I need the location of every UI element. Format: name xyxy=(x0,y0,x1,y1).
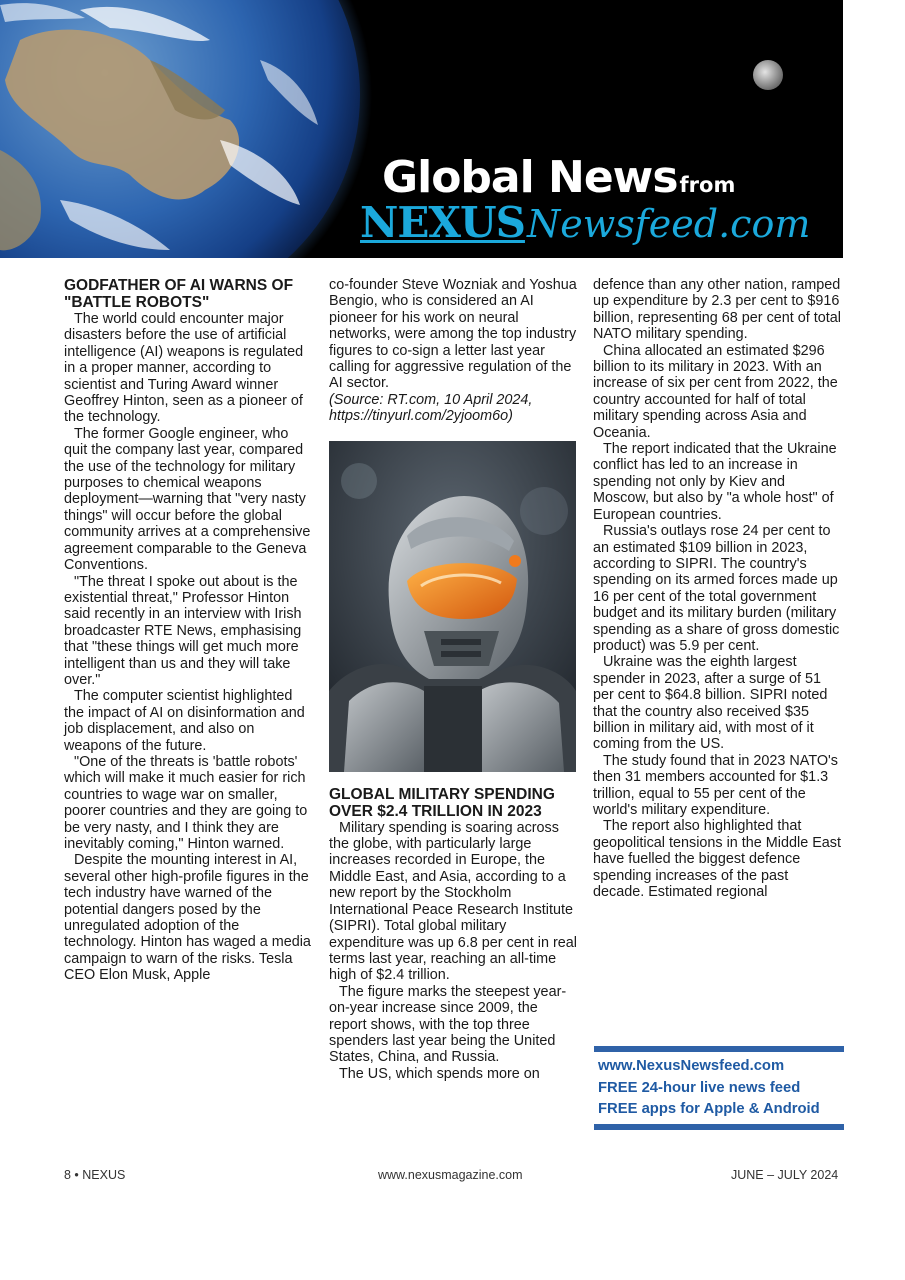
brand-newsfeed: Newsfeed.com xyxy=(526,202,811,246)
column-1 xyxy=(64,277,314,984)
armored-soldier-image xyxy=(329,441,576,772)
masthead-title-from: from xyxy=(679,173,736,197)
article2-paragraph: Military spending is soaring across the globe, with particularly large increases recorded in Europe, the Middle East, and Asia, according to a new report by the Stockholm International Peace Research Institute (SIPRI). Total global military expenditure was up 6.8 per cent in real terms last year, reaching an all-time high of $2.4 trillion. xyxy=(329,819,577,984)
promo-apps: FREE apps for Apple & Android xyxy=(598,1101,820,1117)
column-2 xyxy=(329,277,577,1082)
promo-website-link[interactable]: www.NexusNewsfeed.com xyxy=(598,1058,785,1074)
article1-paragraph: Despite the mounting interest in AI, several other high-profile figures in the tech industry have warned of the potential dangers posed by the unregulated adoption of the technology. Hinton has waged a media campaign to warn of the risks. Tesla CEO Elon Musk, Apple xyxy=(64,852,311,984)
article2-paragraph: The US, which spends more on xyxy=(339,1065,540,1082)
article2-paragraph: Russia's outlays rose 24 per cent to an estimated $109 billion in 2023, according to SIPRI. The country's spending on its armed forces made up 16 per cent of the total government budget and its military burden (military spending as a share of gross domestic product) was 5.9 per cent. xyxy=(593,523,840,654)
article2-paragraph: The report also highlighted that geopolitical tensions in the Middle East have fuelled the biggest defence spending increases of the past decade. Estimated regional xyxy=(593,818,841,901)
footer-page-number: 8 • NEXUS xyxy=(64,1168,126,1182)
newsfeed-promo-box xyxy=(594,1046,844,1130)
moon-icon xyxy=(753,60,783,90)
article2-continuation: defence than any other nation, ramped up expenditure by 2.3 per cent to $916 billion, representing 68 per cent of total NATO military spending. xyxy=(593,277,841,343)
brand-nexus: NEXUS xyxy=(360,198,525,247)
footer-issue-date: JUNE – JULY 2024 xyxy=(731,1168,839,1182)
masthead-brand xyxy=(360,198,810,247)
article1-paragraph: The world could encounter major disasters before the use of artificial intelligence (AI) weapons is regulated in a proper manner, according to scientist and Turing Award winner Geoffrey Hinton, seen as a pioneer of the technology. xyxy=(64,311,304,426)
masthead-title-main: Global News xyxy=(382,152,678,203)
article1-continuation: co-founder Steve Wozniak and Yoshua Bengio, who is considered an AI pioneer for his work on neural networks, were among the top industry figures to co-sign a letter last year calling for aggressive regulation of the AI sector. xyxy=(329,277,577,392)
column-3 xyxy=(593,277,843,900)
article1-paragraph: "One of the threats is 'battle robots' which will make it much easier for rich countries to wage war on smaller, poorer countries and they are going to be very nasty, and I think they are inevitably coming," Hinton warned. xyxy=(64,753,308,852)
article2-paragraph: The report indicated that the Ukraine conflict has led to an increase in spending not only by Kiev and Moscow, but also by "a whole host" of European countries. xyxy=(593,441,837,523)
article2-paragraph: The figure marks the steepest year-on-year increase since 2009, the report shows, with the top three spenders last year being the United States, China, and Russia. xyxy=(329,983,567,1066)
article1-paragraph: "The threat I spoke out about is the existential threat," Professor Hinton said recently in an interview with Irish broadcaster RTE News, emphasising that "these things will get much more intelligent than us and they will take over." xyxy=(64,573,302,688)
article2-headline: GLOBAL MILITARY SPENDING OVER $2.4 TRILLION IN 2023 xyxy=(329,785,555,820)
article1-paragraph: The former Google engineer, who quit the company last year, compared the use of the technology for military purposes to chemical weapons deployment—warning that "very nasty things" will occur before the global community arrives at a comprehensive agreement comparable to the Geneva Conventions. xyxy=(64,425,311,574)
article1-source: (Source: RT.com, 10 April 2024, https://tinyurl.com/2yjoom6o) xyxy=(329,391,533,425)
masthead-banner xyxy=(0,0,843,258)
promo-live-feed: FREE 24-hour live news feed xyxy=(598,1079,801,1096)
article2-paragraph: Ukraine was the eighth largest spender in 2023, after a surge of 51 per cent to $64.8 billion. SIPRI noted that the country also received $35 billion in military aid, with most of it coming from the US. xyxy=(593,654,828,753)
footer-website[interactable]: www.nexusmagazine.com xyxy=(378,1168,523,1182)
article2-paragraph: China allocated an estimated $296 billion to its military in 2023. With an increase of six per cent from 2022, the country accounted for half of total military spending across Asia and Oceania. xyxy=(593,342,838,441)
masthead-title xyxy=(382,152,735,203)
article1-headline: GODFATHER OF AI WARNS OF "BATTLE ROBOTS" xyxy=(64,277,294,311)
article1-paragraph: The computer scientist highlighted the impact of AI on disinformation and job displacement, and also on weapons of the future. xyxy=(64,688,305,754)
article2-paragraph: The study found that in 2023 NATO's then 31 members accounted for $1.3 trillion, equal to 55 per cent of the world's military expenditure. xyxy=(593,752,838,818)
